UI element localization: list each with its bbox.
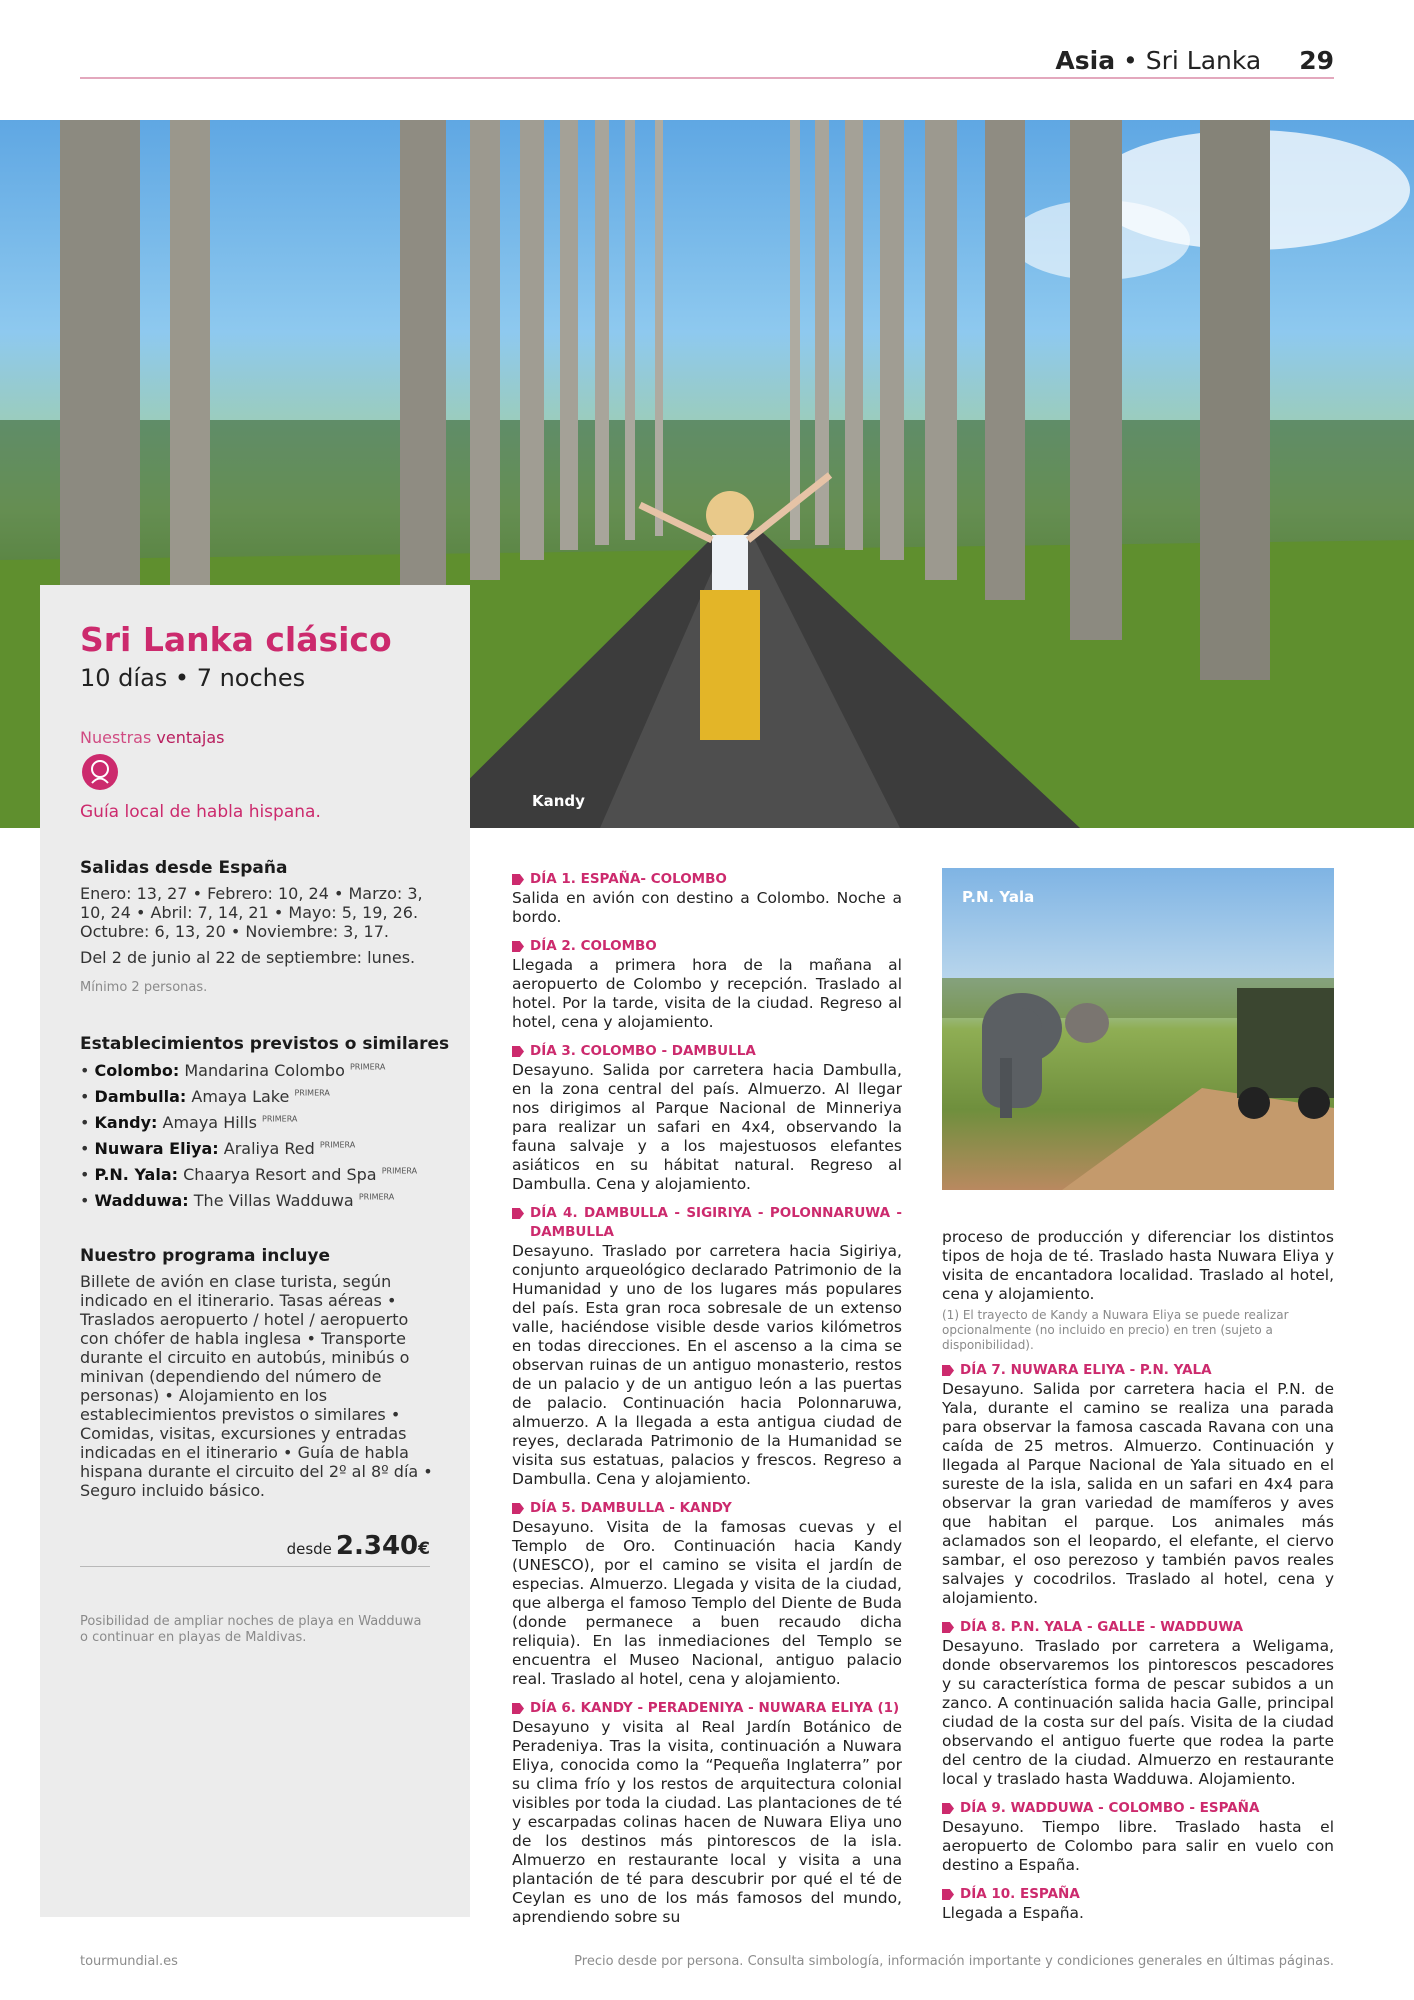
departures-heading: Salidas desde España: [80, 858, 288, 878]
header-region: Asia: [1055, 46, 1116, 75]
day-6-title: DÍA 6. KANDY - PERADENIYA - NUWARA ELIYA (1): [512, 1699, 902, 1718]
header-separator: •: [1123, 46, 1138, 75]
day-5-text: Desayuno. Visita de la famosas cuevas y el Templo de Oro. Continuación hacia Kandy (UNESCO), por el camino se visita el jardín de especias. Almuerzo. Llegada y visita de la ciudad, que alberga el famoso Templo del Diente de Buda (donde permanece a buen recaudo dicha reliquia). En las inmediaciones del Templo se encuentra el Museo Nacional, antiguo palacio real. Traslado al hotel, cena y alojamiento.: [512, 1518, 902, 1688]
itinerary-column-1: [512, 870, 902, 1927]
hotel-category: PRIMERA: [358, 1192, 395, 1202]
elephant-illustration: [942, 868, 1334, 1190]
spanish-guide-icon: [82, 754, 118, 790]
hotel-item: • Colombo: Mandarina Colombo $^{PRIMERA}$: [80, 1061, 386, 1080]
day-6-text-part-1: Desayuno y visita al Real Jardín Botánico de Peradeniya. Tras la visita, continuación a Nuwara Eliya, conocida como la “Pequeña Inglaterra” por su clima frío y los restos de arquitectura colonial visibles por toda la ciudad. Las plantaciones de té y escarpadas colinas hacen de Nuwara Eliya uno de los destinos más pintorescos de la isla. Almuerzo en restaurante local y visita a una plantación de té para descubrir por qué el té de Ceylan es uno de los más famosos del mundo, aprendiendo sobre su: [512, 1718, 902, 1926]
departures-minimum: Mínimo 2 personas.: [80, 980, 208, 995]
departures-summer: Del 2 de junio al 22 de septiembre: lunes.: [80, 948, 416, 967]
arrow-icon: [942, 1889, 954, 1900]
arrow-icon: [512, 874, 524, 885]
hotel-item: • Nuwara Eliya: Araliya Red $^{PRIMERA}$: [80, 1139, 356, 1158]
hotel-name: Amaya Lake: [191, 1087, 290, 1106]
arrow-icon: [942, 1365, 954, 1376]
hotel-city: Kandy:: [94, 1113, 158, 1132]
arrow-icon: [512, 1703, 524, 1714]
hotel-city: P.N. Yala:: [94, 1165, 179, 1184]
advantages-label-light: Nuestras: [80, 728, 152, 747]
header-country: Sri Lanka: [1145, 46, 1262, 75]
tour-duration: 10 días • 7 noches: [80, 664, 306, 692]
day-10-text: Llegada a España.: [942, 1904, 1084, 1922]
day-5-title: DÍA 5. DAMBULLA - KANDY: [512, 1499, 902, 1518]
price-amount: 2.340: [335, 1531, 419, 1561]
hotel-name: Mandarina Colombo: [184, 1061, 345, 1080]
tour-title: Sri Lanka clásico: [80, 620, 392, 659]
day-6-text-part-2: proceso de producción y diferenciar los distintos tipos de hoja de té. Traslado hasta Nuwara Eliya y visita de encantadora localidad. Traslado al hotel, cena y alojamiento.: [942, 1228, 1334, 1303]
day-3-text: Desayuno. Salida por carretera hacia Dambulla, en la zona central del país. Almuerzo. Al llegar nos dirigimos al Parque Nacional de Minneriya para realizar un safari en 4x4, observando la fauna salvaje y a los majestuosos elefantes asiáticos en su hábitat natural. Regreso al Dambulla. Cena y alojamiento.: [512, 1061, 902, 1193]
day-10-title: DÍA 10. ESPAÑA: [942, 1885, 1334, 1904]
hero-caption: Kandy: [532, 792, 585, 810]
day-9-text: Desayuno. Tiempo libre. Traslado hasta el aeropuerto de Colombo para salir en vuelo con destino a España.: [942, 1818, 1334, 1874]
day-3-title: DÍA 3. COLOMBO - DAMBULLA: [512, 1042, 902, 1061]
hotels-heading: Establecimientos previstos o similares: [80, 1034, 450, 1054]
page-number: 29: [1299, 46, 1334, 75]
day-7-text: Desayuno. Salida por carretera hacia el P.N. de Yala, durante el camino se realiza una parada para observar la famosa cascada Ravana con una caída de 25 metros. Almuerzo. Continuación y llegada al Parque Nacional de Yala situado en el sureste de la isla, salida en un safari en 4x4 para observar la gran variedad de mamíferos y aves que habitan el parque. Los animales más aclamados son el leopardo, el elefante, el ciervo sambar, el oso perezoso y también pavos reales salvajes y cocodrilos. Traslado al hotel, cena y alojamiento.: [942, 1380, 1334, 1607]
hotel-name: Araliya Red: [223, 1139, 315, 1158]
hotel-category: PRIMERA: [294, 1088, 330, 1098]
page-header: [1055, 46, 1334, 75]
hotel-city: Colombo:: [94, 1061, 180, 1080]
day-1-title: DÍA 1. ESPAÑA- COLOMBO: [512, 870, 902, 889]
arrow-icon: [512, 1046, 524, 1057]
hotel-city: Wadduwa:: [94, 1191, 189, 1210]
hotel-city: Dambulla:: [94, 1087, 187, 1106]
hotel-name: Chaarya Resort and Spa: [183, 1165, 377, 1184]
hotel-city: Nuwara Eliya:: [94, 1139, 219, 1158]
arrow-icon: [512, 941, 524, 952]
hotel-category: PRIMERA: [319, 1140, 356, 1150]
includes-heading: Nuestro programa incluye: [80, 1246, 330, 1266]
day-1-text: Salida en avión con destino a Colombo. Noche a bordo.: [512, 889, 902, 926]
departures-dates: Enero: 13, 27 • Febrero: 10, 24 • Marzo: 3, 10, 24 • Abril: 7, 14, 21 • Mayo: 5, 19, 26. Octubre: 6, 13, 20 • Noviembre: 3, 17.: [80, 884, 423, 941]
arrow-icon: [512, 1208, 524, 1219]
footer-site: tourmundial.es: [80, 1954, 178, 1969]
day-8-title: DÍA 8. P.N. YALA - GALLE - WADDUWA: [942, 1618, 1334, 1637]
hotel-item: • Dambulla: Amaya Lake $^{PRIMERA}$: [80, 1087, 330, 1106]
day-8-text: Desayuno. Traslado por carretera a Weligama, donde observaremos los pintorescos pescadores y su característica forma de pescar subidos a un zanco. A continuación salida hacia Galle, principal ciudad de la costa sur del país. Visita de la ciudad observando el antiguo fuerte que rodea la parte del centro de la ciudad. Almuerzo en restaurante local y traslado hasta Wadduwa. Alojamiento.: [942, 1637, 1334, 1788]
hotel-item: • P.N. Yala: Chaarya Resort and Spa $^{PRIMERA}$: [80, 1165, 418, 1184]
yala-caption: P.N. Yala: [962, 888, 1035, 906]
hotel-category: PRIMERA: [349, 1062, 386, 1072]
price-currency: €: [418, 1539, 430, 1559]
day-2-text: Llegada a primera hora de la mañana al aeropuerto de Colombo y recepción. Traslado al hotel. Por la tarde, visita de la ciudad. Regreso al hotel, cena y alojamiento.: [512, 956, 902, 1031]
arrow-icon: [942, 1622, 954, 1633]
footer-disclaimer: Precio desde por persona. Consulta simbología, información importante y condiciones generales en últimas páginas.: [574, 1954, 1334, 1969]
hotel-item: • Wadduwa: The Villas Wadduwa $^{PRIMERA}$: [80, 1191, 395, 1210]
yala-photo: [942, 868, 1334, 1190]
hotel-category: PRIMERA: [262, 1114, 298, 1124]
advantages-label-bold: ventajas: [156, 728, 225, 747]
hotel-name: Amaya Hills: [162, 1113, 257, 1132]
day-7-title: DÍA 7. NUWARA ELIYA - P.N. YALA: [942, 1361, 1334, 1380]
itinerary-column-2: [942, 1228, 1334, 1933]
header-rule: [80, 77, 1334, 79]
arrow-icon: [512, 1503, 524, 1514]
advantages-text: Guía local de habla hispana.: [80, 802, 321, 822]
extension-note: Posibilidad de ampliar noches de playa en Wadduwa o continuar en playas de Maldivas.: [80, 1614, 422, 1645]
price-tag: [287, 1531, 430, 1561]
includes-text: Billete de avión en clase turista, según indicado en el itinerario. Tasas aéreas • Traslados aeropuerto / hotel / aeropuerto con chófer de habla inglesa • Transporte durante el circuito en autobús, minibús o minivan (dependiendo del número de personas) • Alojamiento en los establecimientos previstos o similares • Comidas, visitas, excursiones y entradas indicadas en el itinerario • Guía de habla hispana durante el circuito del 2º al 8º día • Seguro incluido básico.: [80, 1272, 433, 1500]
day-4-text: Desayuno. Traslado por carretera hacia Sigiriya, conjunto arqueológico declarado Patrimonio de la Humanidad y uno de los lugares más populares del país. Esta gran roca sobresale de un extenso valle, haciéndose visible desde varios kilómetros en todas direcciones. En el ascenso a la cima se observan ruinas de un antiguo monasterio, restos de un palacio y de un antiguo león a las puertas de palacio. Continuación hacia Polonnaruwa, almuerzo. A la llegada a esta antigua ciudad de reyes, declarada Patrimonio de la Humanidad se visita sus estatuas, palacios y frescos. Regreso a Dambulla. Cena y alojamiento.: [512, 1242, 902, 1488]
hotel-name: The Villas Wadduwa: [193, 1191, 354, 1210]
hotel-item: • Kandy: Amaya Hills $^{PRIMERA}$: [80, 1113, 298, 1132]
day-2-title: DÍA 2. COLOMBO: [512, 937, 902, 956]
day-9-title: DÍA 9. WADDUWA - COLOMBO - ESPAÑA: [942, 1799, 1334, 1818]
price-label: desde: [286, 1540, 332, 1558]
advantages-label: [80, 728, 225, 747]
day-6-footnote: (1) El trayecto de Kandy a Nuwara Eliya se puede realizar opcionalmente (no incluido en precio) en tren (sujeto a disponibilidad).: [942, 1308, 1289, 1352]
price-row: [80, 1531, 430, 1567]
hotel-category: PRIMERA: [381, 1166, 418, 1176]
day-4-title: DÍA 4. DAMBULLA - SIGIRIYA - POLONNARUWA - DAMBULLA: [512, 1204, 902, 1242]
arrow-icon: [942, 1803, 954, 1814]
